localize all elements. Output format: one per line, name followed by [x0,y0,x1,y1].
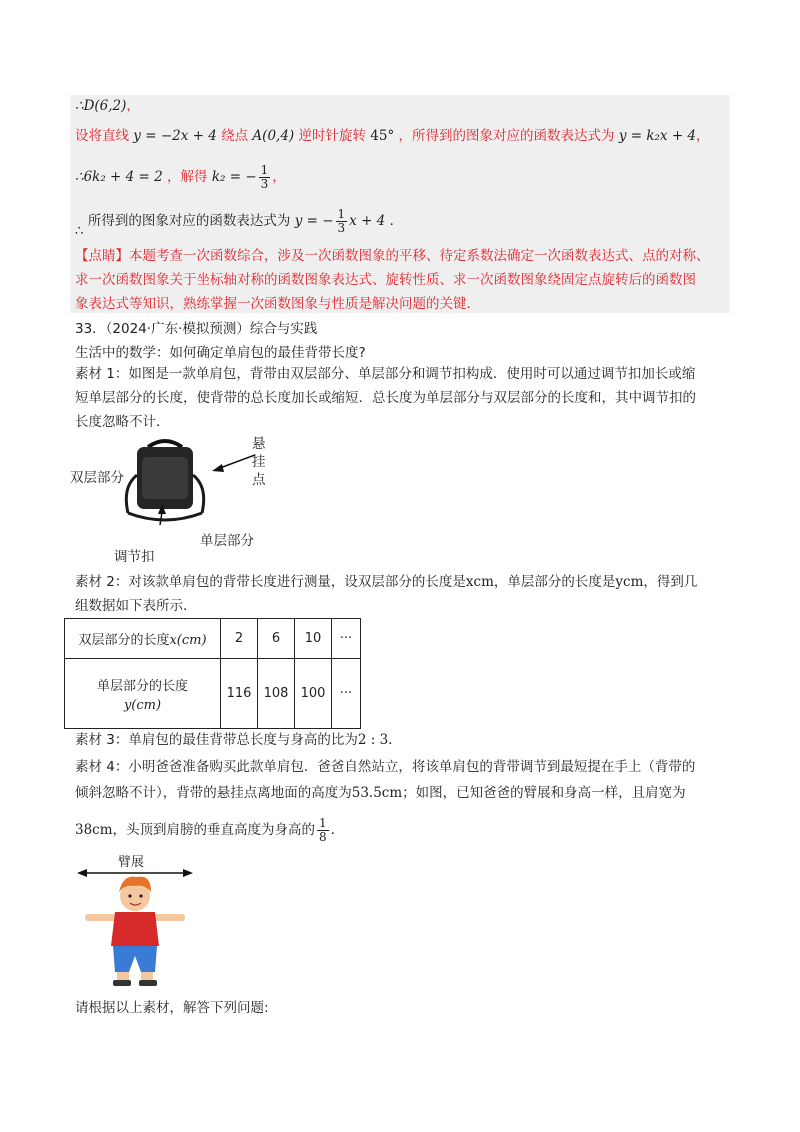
label-hang-1: 悬 [252,436,266,452]
comment-line-2: 求一次函数图象关于坐标轴对称的函数图象表达式、旋转性质、求一次函数图象绕固定点旋转后的函数图 [75,272,696,288]
table-cell: 108 [258,659,295,729]
label-arm-span: 臂展 [118,855,145,870]
fraction-one-third: $\frac{1}{3}$ [337,206,346,235]
fraction-one-third: $\frac{1}{3}$ [260,162,269,191]
table-row [65,619,361,659]
table-cell: 2 [221,619,258,659]
table-cell: 双层部分的长度x(cm) [65,619,221,659]
table-row [65,659,361,729]
problem-header: 33．（2024·广东·模拟预测）综合与实践 [75,321,318,337]
table-cell: 116 [221,659,258,729]
material-4-line-1: 素材 4：小明爸爸准备购买此款单肩包．爸爸自然站立，将该单肩包的背带调节到最短提在手上（背带的 [75,759,696,775]
final-instruction: 请根据以上素材，解答下列问题: [75,1000,269,1016]
table-cell: 6 [258,619,295,659]
bag-arrows [150,440,260,530]
material-4-line-2: 倾斜忽略不计），背带的悬挂点离地面的高度为53.5cm；如图，已知爸爸的臂展和身高一样，且肩宽为 [75,785,686,801]
comment-line-1: 【点睛】本题考查一次函数综合，涉及一次函数图象的平移、待定系数法确定一次函数表达式、点的对称、 [75,248,710,264]
label-hang-2: 挂 [252,454,266,470]
label-single-layer: 单层部分 [200,533,254,549]
data-table [64,618,361,729]
table-cell: 10 [295,619,332,659]
material-1-line-1: 素材 1：如图是一款单肩包，背带由双层部分、单层部分和调节扣构成．使用时可以通过调节扣加长或缩 [75,366,696,382]
solution-line-3: ∴6k₂ + 4 = 2 ，解得 k₂ = − $\frac{1}{3}$ ， [75,162,286,191]
fraction-one-eighth: $\frac{1}{8}$ [319,815,327,844]
table-cell: 单层部分的长度 y(cm) [65,659,221,729]
label-hang-3: 点 [252,472,266,488]
solution-line-1: ∴D(6,2)， [75,98,140,114]
material-1-line-3: 长度忽略不计． [75,414,170,430]
table-cell: 100 [295,659,332,729]
material-1-line-2: 短单层部分的长度，使背带的总长度加长或缩短．总长度为单层部分与双层部分的长度和，其中调节扣的 [75,390,696,406]
table-cell: ··· [332,619,361,659]
material-4-line-3: 38cm，头顶到肩膀的垂直高度为身高的 $\frac{1}{8}$ ． [75,815,345,844]
solution-line-4: ∴ 所得到的图象对应的函数表达式为 y = − $\frac{1}{3}$ x + 4 ． [75,206,404,239]
label-buckle: 调节扣 [114,549,155,565]
table-cell: ··· [332,659,361,729]
material-2-line-1: 素材 2：对该款单肩包的背带长度进行测量，设双层部分的长度是xcm，单层部分的长度是ycm，得到几 [75,574,698,590]
boy-arm-span-image [75,860,215,990]
solution-line-2: 设将直线 y = −2x + 4 绕点 A(0,4) 逆时针旋转 45° ，所得到的图象对应的函数表达式为 y = k₂x + 4， [75,128,710,144]
label-double-layer: 双层部分 [70,470,124,486]
material-3: 素材 3：单肩包的最佳背带总长度与身高的比为2 : 3． [75,732,402,748]
problem-question: 生活中的数学：如何确定单肩包的最佳背带长度? [75,345,366,361]
comment-line-3: 象表达式等知识，熟练掌握一次函数图象与性质是解决问题的关键． [75,296,480,312]
material-2-line-2: 组数据如下表所示． [75,598,197,614]
